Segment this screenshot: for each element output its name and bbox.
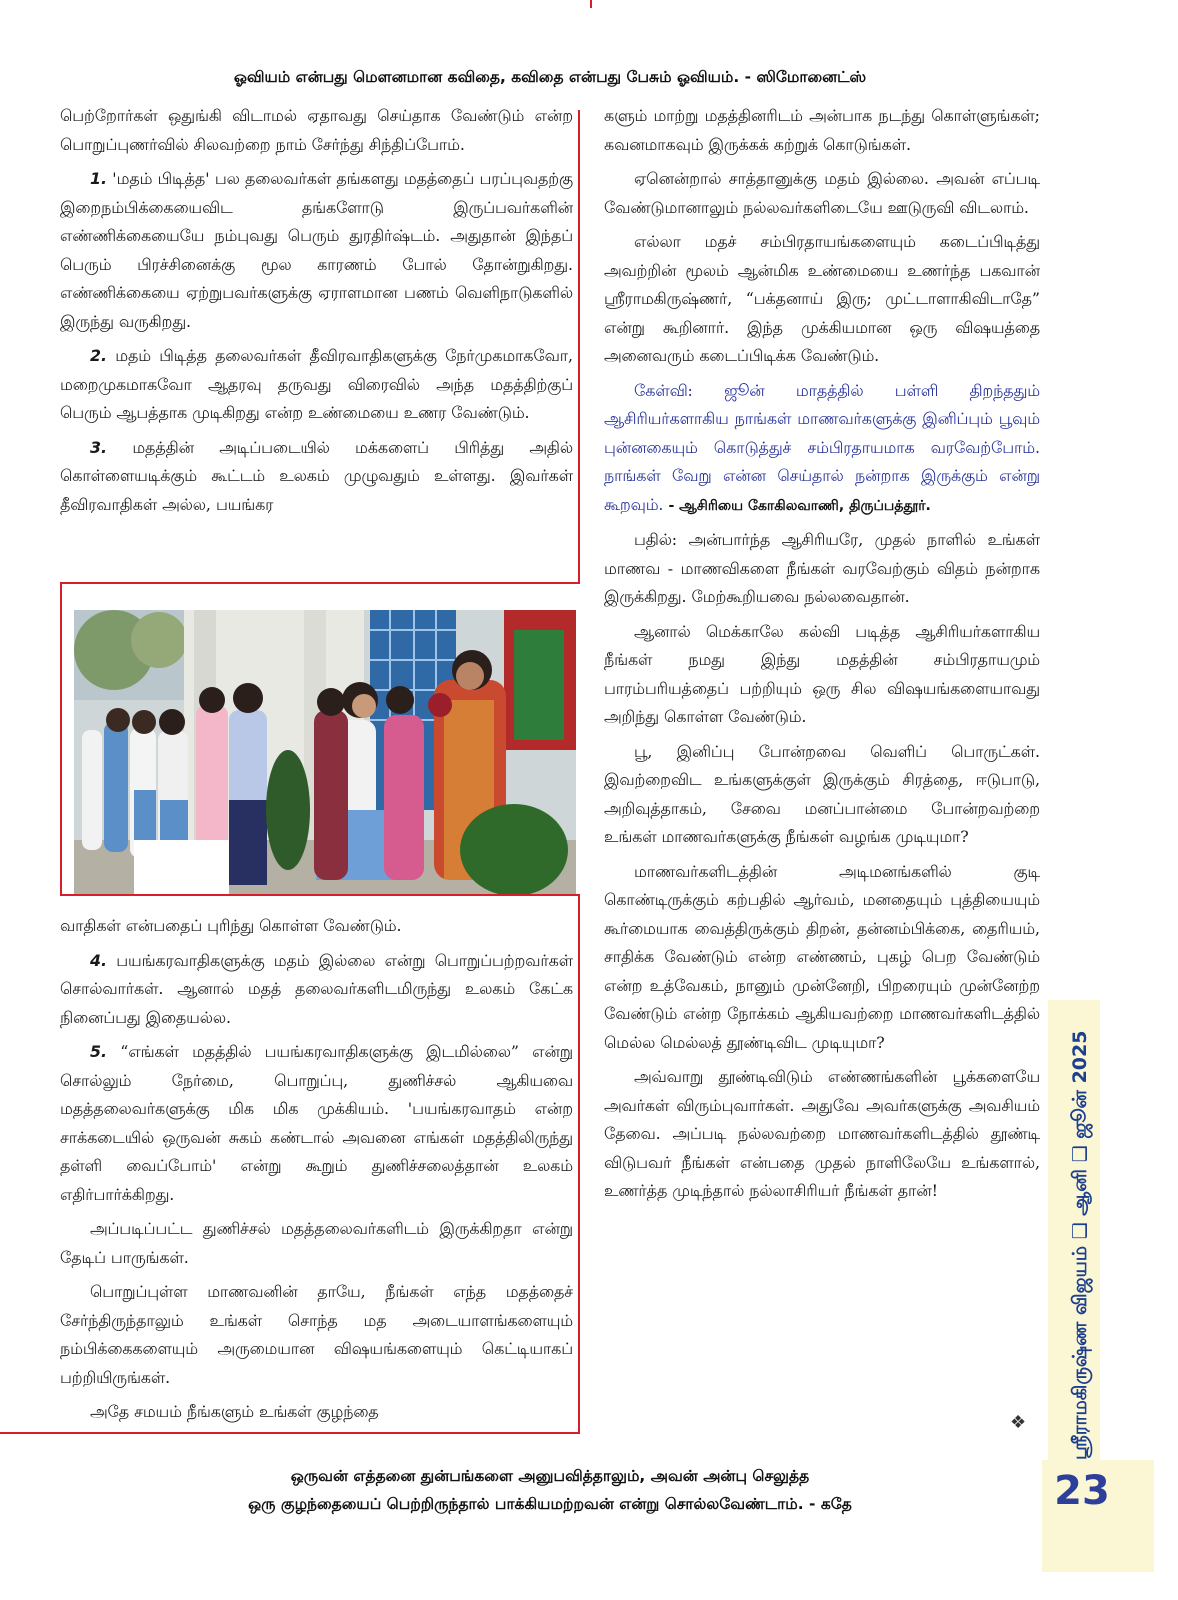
left-column-top bbox=[60, 102, 573, 525]
point-text: 'மதம் பிடித்த' பல தலைவர்கள் தங்களது மதத்தைப் பரப்புவதற்கு இறைநம்பிக்கையைவிட தங்களோடு இருப்பவர்களின் எண்ணிக்கையையே நம்புவது பெரும் துரதிர்ஷ்டம். அதுதான் இந்தப் பெரும் பிரச்சினைக்கு மூல காரணம் போல் தோன்றுகிறது. எண்ணிக்கையை ஏற்றுபவர்களுக்கு ஏராளமான பணம் வெளிநாடுகளில் இருந்து வருகிறது. bbox=[60, 169, 573, 331]
page-number-box bbox=[1042, 1460, 1154, 1572]
paragraph: அதே சமயம் நீங்களும் உங்கள் குழந்தை bbox=[90, 1402, 379, 1421]
magazine-issue-label: ஸ்ரீராமகிருஷ்ண விஜயம் ❑ ஆனி ❑ ஜூன் 2025 bbox=[1069, 1030, 1091, 1460]
footer-quote bbox=[70, 1462, 1030, 1518]
red-rule-photo-top bbox=[60, 582, 580, 584]
paragraph: எல்லா மதச் சம்பிரதாயங்களையும் கடைப்பிடித்து அவற்றின் மூலம் ஆன்மிக உண்மையை உணர்ந்த பகவான் ஸ்ரீராமகிருஷ்ணர், “பக்தனாய் இரு; முட்டாளாகிவிடாதே” என்று கூறினார். இந்த முக்கியமான ஒரு விஷயத்தை அனைவரும் கடைப்பிடிக்க வேண்டும். bbox=[604, 232, 1040, 365]
paragraph: ஏனென்றால் சாத்தானுக்கு மதம் இல்லை. அவன் எப்படி வேண்டுமானாலும் நல்லவர்களிடையே ஊடுருவி விடலாம். bbox=[604, 169, 1040, 217]
point-number: 3. bbox=[90, 437, 107, 457]
paragraph-intro: பெற்றோர்கள் ஒதுங்கி விடாமல் ஏதாவது செய்தாக வேண்டும் என்ற பொறுப்புணர்வில் சிலவற்றை நாம் சேர்ந்து சிந்திப்போம். bbox=[60, 106, 573, 154]
left-column-bottom bbox=[60, 912, 573, 1433]
point-number: 5. bbox=[90, 1042, 107, 1061]
paragraph: பொறுப்புள்ள மாணவனின் தாயே, நீங்கள் எந்த மதத்தைச் சேர்ந்திருந்தாலும் உங்கள் சொந்த மத அடையாளங்களையும் நம்பிக்கைகளையும் அருமையான விஷயங்களையும் கெட்டியாகப் பற்றியிருங்கள். bbox=[60, 1282, 573, 1387]
point-5 bbox=[60, 1038, 573, 1209]
end-ornament: ❖ bbox=[1010, 1412, 1027, 1433]
answer-paragraph: மாணவர்களிடத்தின் அடிமனங்களில் குடி கொண்டிருக்கும் கற்பதில் ஆர்வம், மனதையும் புத்தியையும் கூர்மையாக வைத்திருக்கும் திறன், தன்னம்பிக்கை, தைரியம், சாதிக்க வேண்டும் என்ற எண்ணம், புகழ் பெற வேண்டும் என்ற உத்வேகம், நானும் முன்னேறி, பிறரையும் முன்னேற்ற வேண்டும் என்ற நோக்கம் ஆகியவற்றை மாணவர்களிடத்தில் மெல்ல மெல்லத் தூண்டிவிட முடியுமா? bbox=[604, 861, 1040, 1052]
point-number: 2. bbox=[90, 346, 107, 365]
point-text: மதம் பிடித்த தலைவர்கள் தீவிரவாதிகளுக்கு நேர்முகமாகவோ, மறைமுகமாகவோ ஆதரவு தருவது விரைவில் அந்த மதத்திற்குப் பெரும் ஆபத்தாக முடிகிறது என்ற உண்மையை உணர வேண்டும். bbox=[60, 346, 573, 422]
question-text: கேள்வி: ஜூன் மாதத்தில் பள்ளி திறந்ததும் ஆசிரியர்களாகிய நாங்கள் மாணவர்களுக்கு இனிப்பும் பூவும் புன்னகையும் கொடுத்துச் சம்பிரதாயமாக வரவேற்போம். நாங்கள் வேறு என்ன செய்தால் நன்றாக இருக்கும் என்று கூறவும். bbox=[604, 380, 1040, 514]
answer-paragraph: பதில்: அன்பார்ந்த ஆசிரியரே, முதல் நாளில் உங்கள் மாணவ - மாணவிகளை நீங்கள் வரவேற்கும் விதம் நன்றாக இருக்கிறது. மேற்கூறியவை நல்லவைதான். bbox=[604, 530, 1040, 606]
question-signature: - ஆசிரியை கோகிலவாணி, திருப்பத்தூர். bbox=[668, 497, 931, 514]
point-text: “எங்கள் மதத்தில் பயங்கரவாதிகளுக்கு இடமில்லை” என்று சொல்லும் நேர்மை, பொறுப்பு, துணிச்சல் ஆகியவை மதத்தலைவர்களுக்கு மிக மிக முக்கியம். 'பயங்கரவாதம் என்ற சாக்கடையில் ஒருவன் சுகம் கண்டால் அவனை எங்கள் மதத்திலிருந்து தள்ளி வைப்போம்' என்று கூறும் துணிச்சலைத்தான் உலகம் எதிர்பார்க்கிறது. bbox=[60, 1042, 573, 1204]
point-text: மதத்தின் அடிப்படையில் மக்களைப் பிரித்து அதில் கொள்ளையடிக்கும் கூட்டம் உலகம் முழுவதும் உள்ளது. இவர்கள் தீவிரவாதிகள் அல்ல, பயங்கர bbox=[60, 437, 573, 514]
page-number: 23 bbox=[1054, 1468, 1110, 1514]
point-number: 4. bbox=[90, 950, 107, 970]
red-rule-photo-left bbox=[60, 582, 62, 896]
point-number: 1. bbox=[90, 169, 107, 188]
paragraph: களும் மாற்று மதத்தினரிடம் அன்பாக நடந்து கொள்ளுங்கள்; கவனமாகவும் இருக்கக் கற்றுக் கொடுங்கள். bbox=[604, 106, 1040, 154]
magazine-sidebar bbox=[1048, 1000, 1100, 1460]
point-text: பயங்கரவாதிகளுக்கு மதம் இல்லை என்று பொறுப்பற்றவர்கள் சொல்வார்கள். ஆனால் மதத் தலைவர்களிடமிருந்து உலகம் கேட்க நினைப்பது இதையல்ல. bbox=[60, 950, 573, 1027]
point-2 bbox=[60, 342, 573, 428]
footer-quote-line: ஒரு குழந்தையைப் பெற்றிருந்தால் பாக்கியமற்றவன் என்று சொல்லவேண்டாம். - கதே bbox=[248, 1495, 852, 1513]
photo-illustration bbox=[74, 610, 576, 894]
red-rule-photo-bottom bbox=[60, 894, 580, 896]
reader-question bbox=[604, 377, 1040, 521]
answer-paragraph: ஆனால் மெக்காலே கல்வி படித்த ஆசிரியர்களாகிய நீங்கள் நமது இந்து மதத்தின் சம்பிரதாயமும் பாரம்பரியத்தைப் பற்றியும் ஒரு சில விஷயங்களையாவது அறிந்து கொள்ள வேண்டும். bbox=[604, 621, 1040, 726]
paragraph: அப்படிப்பட்ட துணிச்சல் மதத்தலைவர்களிடம் இருக்கிறதா என்று தேடிப் பாருங்கள். bbox=[60, 1219, 573, 1267]
point-3 bbox=[60, 434, 573, 520]
answer-paragraph: பூ, இனிப்பு போன்றவை வெளிப் பொருட்கள். இவற்றைவிட உங்களுக்குள் இருக்கும் சிரத்தை, ஈடுபாடு, அறிவுத்தாகம், சேவை மனப்பான்மை போன்றவற்றை உங்கள் மாணவர்களுக்கு நீங்கள் வழங்க முடியுமா? bbox=[604, 741, 1040, 846]
top-tick-mark bbox=[590, 0, 592, 8]
header-quote: ஓவியம் என்பது மௌனமான கவிதை, கவிதை என்பது பேசும் ஓவியம். - ஸிமோனைட்ஸ் bbox=[233, 68, 867, 86]
red-rule-left-top bbox=[578, 110, 580, 582]
paragraph-continuation: வாதிகள் என்பதைப் புரிந்து கொள்ள வேண்டும். bbox=[60, 916, 402, 935]
right-column bbox=[604, 102, 1040, 1212]
point-4 bbox=[60, 947, 573, 1033]
footer-quote-line: ஒருவன் எத்தனை துன்பங்களை அனுபவித்தாலும், அவன் அன்பு செலுத்த bbox=[290, 1467, 810, 1485]
red-rule-left-bottom bbox=[578, 894, 580, 1434]
school-welcome-photo bbox=[74, 610, 576, 894]
answer-paragraph: அவ்வாறு தூண்டிவிடும் எண்ணங்களின் பூக்களையே அவர்கள் விரும்புவார்கள். அதுவே அவர்களுக்கு அவசியம் தேவை. அப்படி நல்லவற்றை மாணவர்களிடத்தில் தூண்டி விடுபவர் நீங்கள் என்பதை முதல் நாளிலேயே உங்களால், உணர்த்த முடிந்தால் நல்லாசிரியர் நீங்கள் தான்! bbox=[604, 1067, 1040, 1200]
point-1 bbox=[60, 165, 573, 336]
